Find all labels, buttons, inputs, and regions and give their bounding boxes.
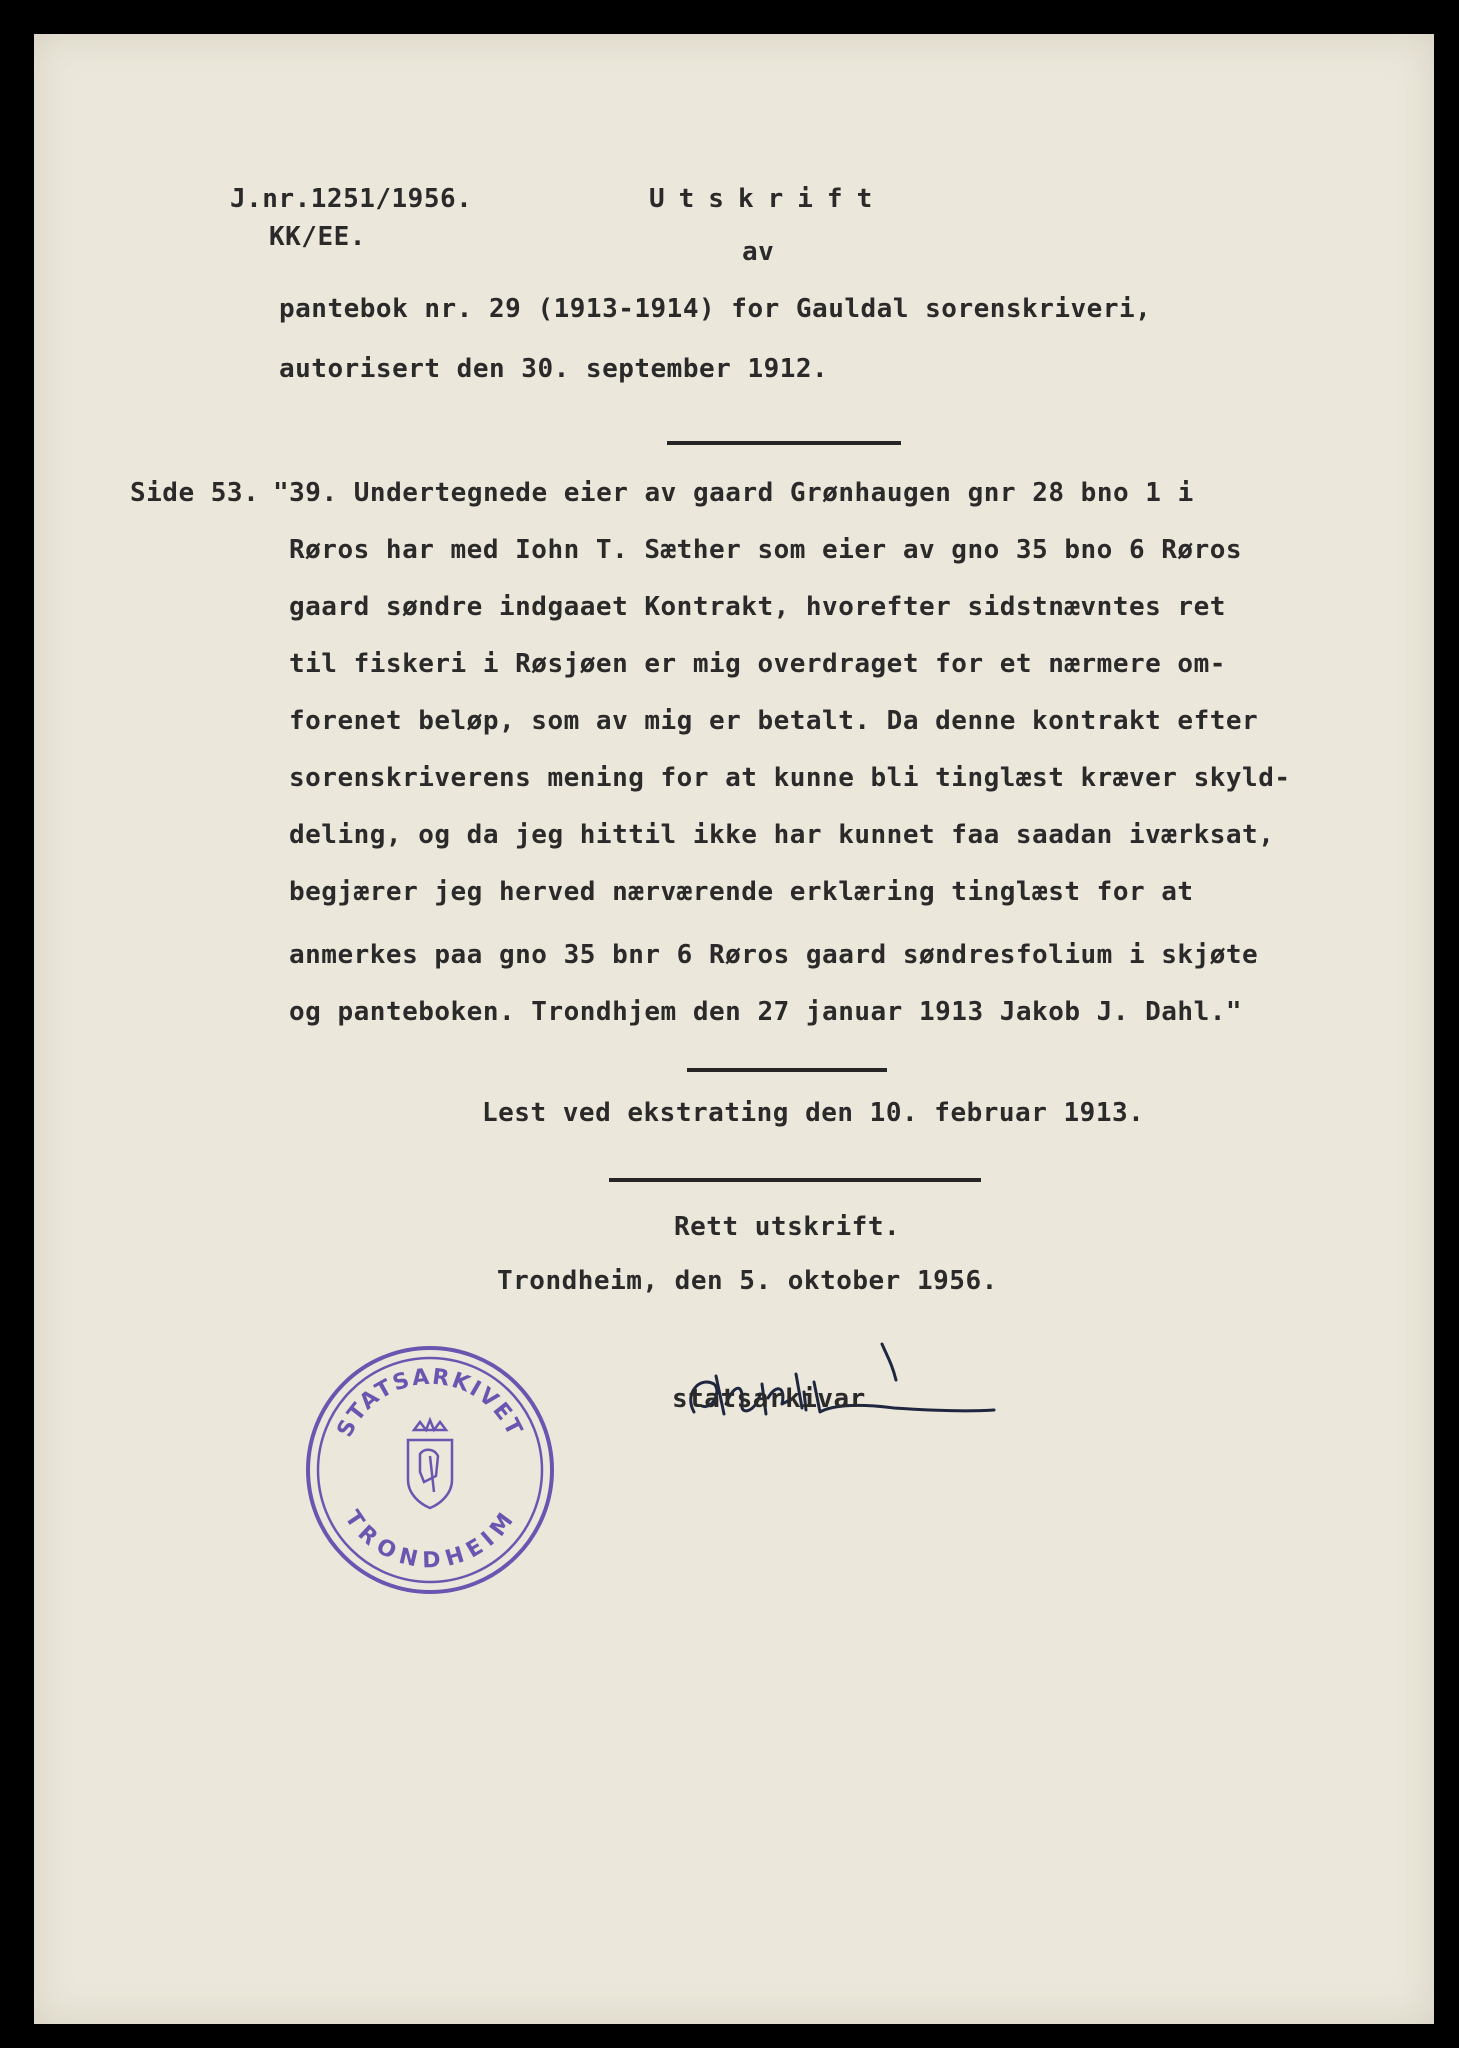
document-page <box>34 34 1434 2024</box>
document-title: Utskrift <box>649 184 887 214</box>
page-reference: Side 53. <box>130 478 260 508</box>
entry-line: deling, og da jeg hittil ikke har kunnet faa saadan iværksat, <box>289 820 1275 850</box>
archive-stamp <box>304 1344 556 1596</box>
signer-title: statsarkivar <box>672 1384 866 1414</box>
entry-line: anmerkes paa gno 35 bnr 6 Røros gaard søndresfolium i skjøte <box>289 940 1259 970</box>
initials: KK/EE. <box>269 222 366 252</box>
svg-text:STATSARKIVET: STATSARKIVET <box>332 1364 528 1442</box>
entry-line: "39. Undertegnede eier av gaard Grønhaugen gnr 28 bno 1 i <box>273 478 1194 508</box>
reading-note: Lest ved ekstrating den 10. februar 1913. <box>482 1098 1145 1128</box>
divider-rule <box>609 1178 981 1182</box>
certified-copy: Rett utskrift. <box>674 1212 901 1242</box>
svg-text:TRONDHEIM: TRONDHEIM <box>339 1506 521 1574</box>
document-title-sub: av <box>742 237 775 267</box>
entry-line: gaard søndre indgaaet Kontrakt, hvorefter sidstnævntes ret <box>289 592 1226 622</box>
intro-line-2: autorisert den 30. september 1912. <box>279 354 829 384</box>
entry-line: forenet beløp, som av mig er betalt. Da denne kontrakt efter <box>289 706 1259 736</box>
entry-line: og panteboken. Trondhjem den 27 januar 1913 Jakob J. Dahl." <box>289 997 1243 1027</box>
journal-number: J.nr.1251/1956. <box>230 184 473 214</box>
intro-line-1: pantebok nr. 29 (1913-1914) for Gauldal sorenskriveri, <box>279 294 1152 324</box>
entry-line: begjærer jeg herved nærværende erklæring tinglæst for at <box>289 877 1194 907</box>
divider-rule <box>687 1068 887 1072</box>
place-date: Trondheim, den 5. oktober 1956. <box>497 1266 998 1296</box>
entry-line: Røros har med Iohn T. Sæther som eier av gno 35 bno 6 Røros <box>289 535 1243 565</box>
entry-line: til fiskeri i Røsjøen er mig overdraget for et nærmere om- <box>289 649 1226 679</box>
divider-rule <box>667 441 901 445</box>
entry-line: sorenskriverens mening for at kunne bli tinglæst kræver skyld- <box>289 763 1291 793</box>
